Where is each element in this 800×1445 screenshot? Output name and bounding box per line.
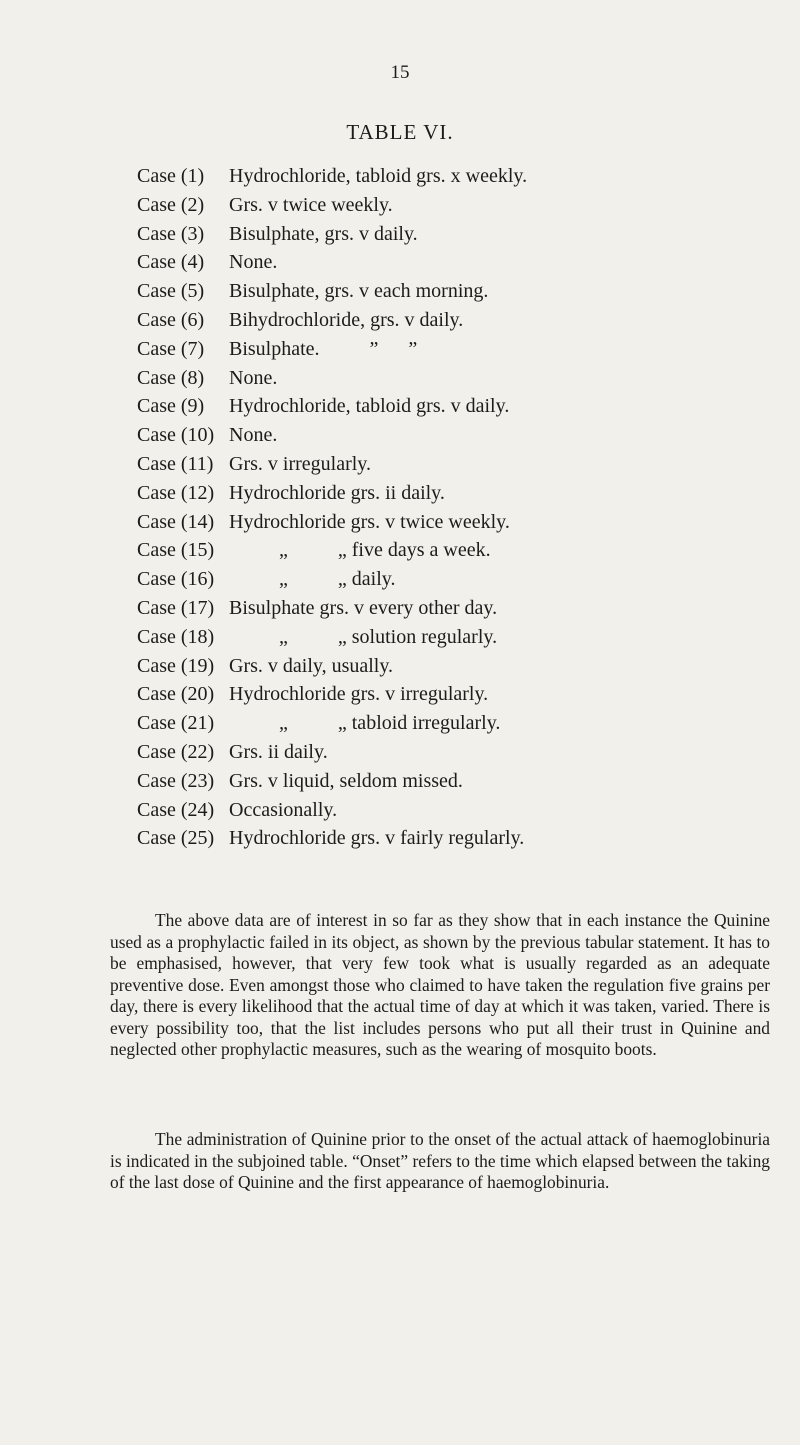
case-label: Case (16) (137, 568, 215, 591)
case-label: Case (14) (137, 510, 215, 533)
case-text: „ „ daily. (229, 568, 396, 591)
case-row (137, 421, 777, 450)
case-row (137, 709, 777, 738)
case-text: „ „ tabloid irregularly. (229, 712, 501, 735)
case-text: Grs. v liquid, seldom missed. (229, 769, 463, 792)
case-list (137, 162, 777, 853)
case-row (137, 162, 777, 191)
case-text: Hydrochloride, tabloid grs. v daily. (229, 395, 510, 418)
case-row (137, 652, 777, 681)
case-text: None. (229, 424, 278, 447)
case-text: Bisulphate, grs. v each morning. (229, 280, 489, 303)
case-row (137, 767, 777, 796)
case-row (137, 796, 777, 825)
case-text: Bihydrochloride, grs. v daily. (229, 308, 464, 331)
case-label: Case (12) (137, 481, 215, 504)
case-label: Case (10) (137, 424, 215, 447)
case-text: None. (229, 251, 278, 274)
body-paragraph-1: The above data are of interest in so far as they show that in each instance the Quinine used as a prophylactic failed in its object, as shown by the previous tabular statement. It has to be emphasised, however, that very few took what is usually regarded as an adequate preventive dose. Even amongst those who claimed to have taken the regulation five grains per day, there is every likelihood that the actual time of day at which it was taken, varied. There is every possibility too, that the list includes persons who put all their trust in Quinine and neglected other prophylactic measures, such as the wearing of mosquito boots. (110, 910, 770, 1059)
case-row (137, 680, 777, 709)
case-row (137, 248, 777, 277)
case-row (137, 335, 777, 364)
case-label: Case (20) (137, 683, 215, 706)
case-label: Case (7) (137, 337, 205, 360)
case-row (137, 594, 777, 623)
case-label: Case (6) (137, 308, 205, 331)
case-row (137, 191, 777, 220)
case-label: Case (23) (137, 769, 215, 792)
case-text: Hydrochloride grs. v fairly regularly. (229, 827, 525, 850)
case-label: Case (8) (137, 366, 205, 389)
case-row (137, 738, 777, 767)
case-row (137, 565, 777, 594)
case-text: Hydrochloride, tabloid grs. x weekly. (229, 165, 528, 187)
case-text: Bisulphate. ” ” (229, 337, 418, 360)
case-row (137, 479, 777, 508)
case-text: Hydrochloride grs. v irregularly. (229, 683, 489, 706)
case-row (137, 450, 777, 479)
case-text: „ „ five days a week. (229, 539, 491, 562)
body-paragraph-2: The administration of Quinine prior to the onset of the actual attack of haemoglobinuria is indicated in the subjoined table. “Onset” refers to the time which elapsed between the taking of the last dose of Quinine and the first appearance of haemoglobinuria. (110, 1129, 770, 1192)
case-row (137, 392, 777, 421)
case-text: Bisulphate, grs. v daily. (229, 222, 418, 245)
case-text: Grs. v twice weekly. (229, 193, 393, 216)
case-row (137, 623, 777, 652)
case-row (137, 220, 777, 249)
case-label: Case (11) (137, 452, 214, 475)
case-row (137, 536, 777, 565)
case-label: Case (22) (137, 740, 215, 763)
case-text: Occasionally. (229, 798, 338, 821)
page-number: 15 (390, 62, 410, 83)
case-label: Case (4) (137, 251, 205, 274)
case-label: Case (15) (137, 539, 215, 562)
case-row (137, 277, 777, 306)
case-text: Grs. v daily, usually. (229, 654, 394, 677)
case-row (137, 824, 777, 853)
case-label: Case (19) (137, 654, 215, 677)
case-label: Case (1) (137, 165, 205, 187)
case-row (137, 364, 777, 393)
case-text: Hydrochloride grs. v twice weekly. (229, 510, 510, 533)
case-text: Grs. v irregularly. (229, 452, 371, 475)
case-label: Case (5) (137, 280, 205, 303)
case-label: Case (2) (137, 193, 205, 216)
case-text: „ „ solution regularly. (229, 625, 498, 648)
case-label: Case (17) (137, 596, 215, 619)
case-text: Bisulphate grs. v every other day. (229, 596, 498, 619)
case-label: Case (25) (137, 827, 215, 850)
case-text: Grs. ii daily. (229, 740, 328, 763)
case-label: Case (24) (137, 798, 215, 821)
case-row (137, 508, 777, 537)
case-label: Case (3) (137, 222, 205, 245)
case-label: Case (9) (137, 395, 205, 418)
case-label: Case (21) (137, 712, 215, 735)
table-title: TABLE VI. (346, 120, 454, 144)
case-row (137, 306, 777, 335)
case-text: None. (229, 366, 278, 389)
case-text: Hydrochloride grs. ii daily. (229, 481, 445, 504)
case-label: Case (18) (137, 625, 215, 648)
